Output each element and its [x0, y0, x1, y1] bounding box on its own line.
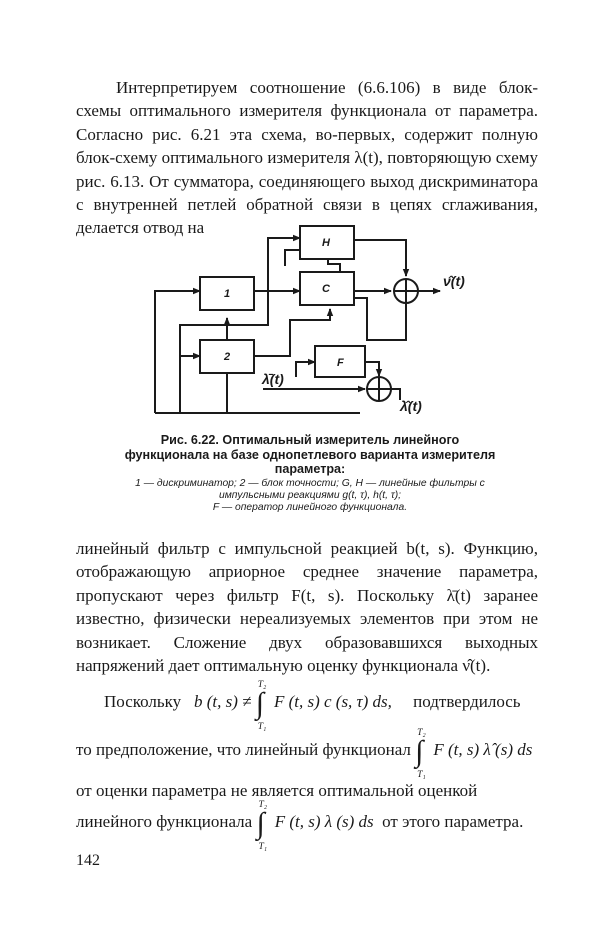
figure-legend-line1: 1 — дискриминатор; 2 — блок точности; G, H — линейные фильтры с импульсными реакциями g(t, τ), h(t, τ);: [135, 478, 485, 502]
eq1-lower-limit: T₁: [257, 722, 267, 732]
block-h-label: H: [322, 237, 330, 249]
equation-2: [76, 728, 533, 780]
eq1-trail: подтвердилось: [413, 692, 521, 711]
equation-1: [104, 680, 521, 732]
eq2-lower-limit: T₁: [417, 770, 426, 780]
input-lambda-bar-label: λ̄(t): [262, 371, 284, 387]
paragraph-bottom: линейный фильтр с импульсной реакцией b(t, s). Функцию, отображающую априорное среднее значение параметра, пропускают через фильтр F(t, s). Поскольку λ̄(t) заранее известно, физически нереализуемых элементов при этом не возникает. Сложение двух образовавшихся выходных напряжений дает оптимальную оценку функционала ν̂(t).: [76, 539, 538, 676]
block-c-label: C: [322, 283, 330, 295]
figure-legend: [118, 478, 502, 515]
eq3-lower-limit: T₁: [258, 842, 268, 852]
page-number: 142: [76, 852, 100, 869]
figure-caption-title: Рис. 6.22. Оптимальный измеритель линейного функционала на базе однопетлевого варианта измерителя параметра:: [124, 433, 496, 477]
eq1-integrand: F (t, s) c (s, τ) ds,: [273, 692, 392, 711]
block-diagram: [0, 0, 616, 432]
eq1-integral-sign: ∫ T₂ T₁: [255, 680, 267, 732]
eq3-upper-limit: T₂: [258, 800, 268, 810]
line-3: от оценки параметра не является оптимальной оценкой: [76, 781, 478, 800]
eq2-lead: то предположение, что линейный функционал: [76, 740, 411, 759]
eq2-integral-sign: ∫ T₂ T₁: [415, 728, 426, 780]
eq2-integrand: F (t, s) λ̂ (s) ds: [433, 740, 533, 759]
block-f-label: F: [337, 357, 344, 369]
eq1-lead: Поскольку: [104, 692, 182, 711]
eq3-integral-sign: ∫ T₂ T₁: [256, 800, 268, 852]
equation-3: [76, 800, 524, 852]
block-2-label: 2: [224, 351, 231, 363]
paragraph-top: Интерпретируем соотношение (6.6.106) в виде блок-схемы оптимального измерителя функционала от параметра. Согласно рис. 6.21 эта схема, во-первых, содержит полную блок-схему оптимального измерителя λ(t), повторяющую схему рис. 6.13. От сумматора, соединяющего выход дискриминатора с внутренней петлей обратной связи в цепях сглаживания, делается отвод на: [76, 78, 538, 238]
eq3-integrand: F (t, s) λ (s) ds: [274, 812, 374, 831]
output-lambda-label: λ̂(t): [400, 398, 422, 414]
eq1-upper-limit: T₂: [257, 680, 267, 690]
eq3-lead: линейного функционала: [76, 812, 253, 831]
eq1-lhs: b (t, s) ≠: [193, 692, 252, 711]
eq3-trail: от этого параметра.: [382, 812, 524, 831]
output-nu-label: ν̂(t): [443, 273, 465, 289]
figure-legend-line2: F — оператор линейного функционала.: [212, 502, 408, 514]
eq2-upper-limit: T₂: [417, 728, 426, 738]
block-1-label: 1: [224, 288, 231, 300]
